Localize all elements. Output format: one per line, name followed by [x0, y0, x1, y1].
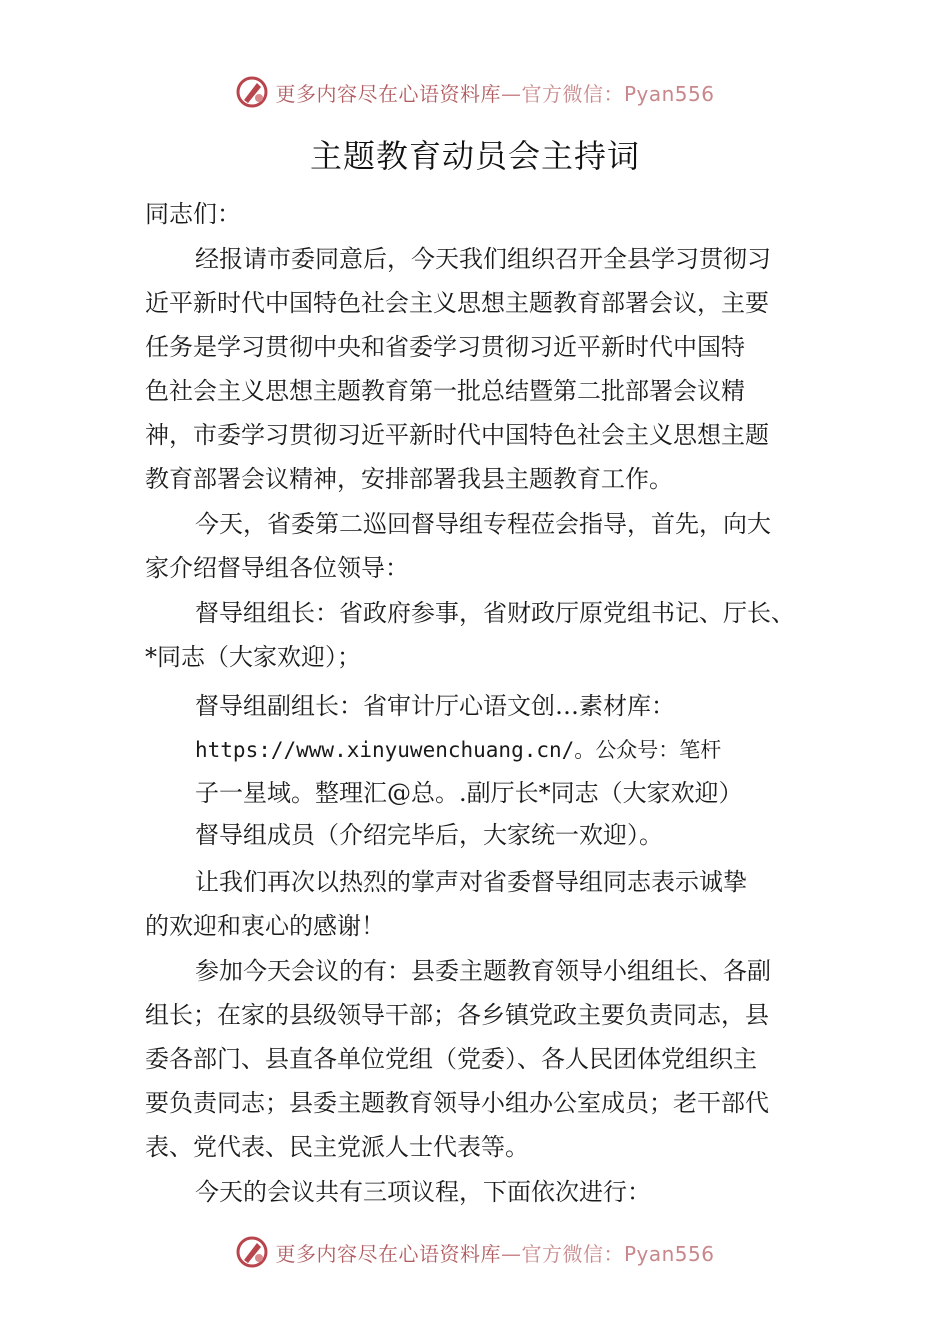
paragraph-line: 参加今天会议的有：县委主题教育领导小组组长、各副 [195, 957, 771, 985]
paragraph-line: 委各部门、县直各单位党组（党委）、各人民团体党组织主 [145, 1045, 757, 1073]
url-line: https://www.xinyuwenchuang.cn/。公众号：笔杆 [195, 738, 722, 762]
paragraph-line: 今天，省委第二巡回督导组专程莅会指导，首先，向大 [195, 510, 771, 538]
watermark-header [0, 72, 950, 112]
document-title: 主题教育动员会主持词 [309, 137, 640, 175]
brand-logo-icon [235, 75, 269, 109]
paragraph-line: 经报请市委同意后，今天我们组织召开全县学习贯彻习 [195, 245, 771, 273]
paragraph-line: 的欢迎和衷心的感谢！ [145, 912, 385, 940]
paragraph-line: 神，市委学习贯彻习近平新时代中国特色社会主义思想主题 [145, 421, 769, 449]
watermark-footer [0, 1232, 950, 1272]
watermark-text: 更多内容尽在心语资料库—官方微信：Pyan556 [275, 1241, 715, 1266]
salutation: 同志们： [145, 200, 241, 228]
paragraph-line: 教育部署会议精神，安排部署我县主题教育工作。 [145, 465, 673, 493]
paragraph-line: 要负责同志；县委主题教育领导小组办公室成员；老干部代 [145, 1089, 769, 1117]
paragraph-line: 任务是学习贯彻中央和省委学习贯彻习近平新时代中国特 [145, 333, 745, 361]
paragraph-line: 督导组成员（介绍完毕后，大家统一欢迎）。 [195, 821, 663, 849]
paragraph-line: 今天的会议共有三项议程，下面依次进行： [195, 1178, 651, 1206]
paragraph-line: 子一星域。整理汇@总。.副厅长*同志（大家欢迎） [195, 779, 743, 807]
paragraph-line: 督导组组长：省政府参事，省财政厅原党组书记、厅长、 [195, 599, 795, 627]
paragraph-line: 组长；在家的县级领导干部；各乡镇党政主要负责同志，县 [145, 1001, 769, 1029]
brand-logo-icon [235, 1235, 269, 1269]
paragraph-line: 督导组副组长：省审计厅心语文创…素材库： [195, 692, 675, 720]
watermark-text: 更多内容尽在心语资料库—官方微信：Pyan556 [275, 81, 715, 106]
paragraph-line: 表、党代表、民主党派人士代表等。 [145, 1133, 529, 1161]
paragraph-line: 色社会主义思想主题教育第一批总结暨第二批部署会议精 [145, 377, 745, 405]
paragraph-line: 家介绍督导组各位领导： [145, 554, 409, 582]
paragraph-line: 近平新时代中国特色社会主义思想主题教育部署会议，主要 [145, 289, 769, 317]
paragraph-line: *同志（大家欢迎）； [145, 643, 361, 671]
paragraph-line: 让我们再次以热烈的掌声对省委督导组同志表示诚挚 [195, 868, 747, 896]
